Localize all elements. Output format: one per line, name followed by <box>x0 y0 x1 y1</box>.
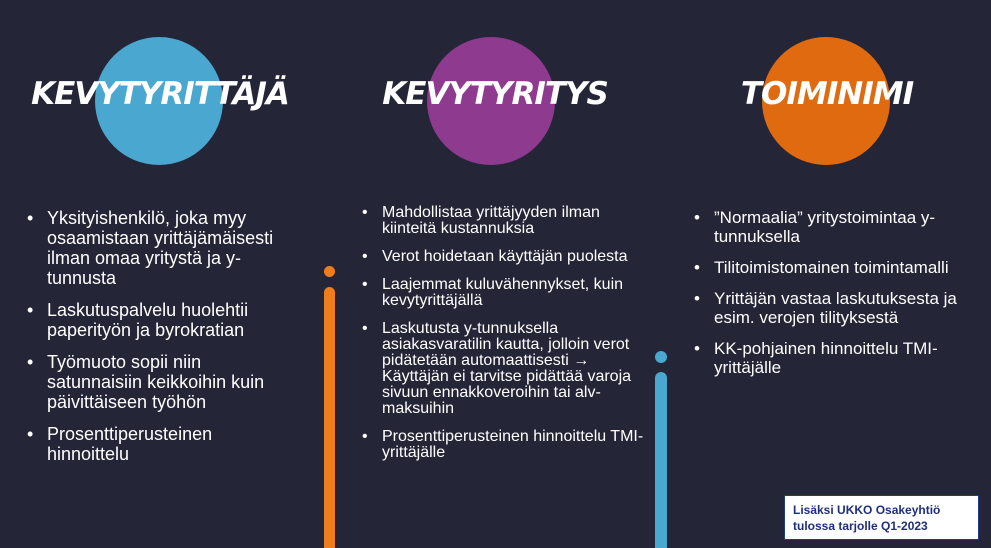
note-line-1: Lisäksi UKKO Osakeyhtiö <box>793 503 941 517</box>
list-item: • Prosenttiperusteinen hinnoittelu <box>25 424 290 464</box>
list-item: • Yrittäjän vastaa laskutuksesta ja esim. verojen tilityksestä <box>692 289 972 327</box>
list-item: • KK-pohjainen hinnoittelu TMI-yrittäjälle <box>692 339 972 377</box>
blue-divider-bar <box>655 372 667 548</box>
ukko-osakeyhtio-note <box>784 495 979 540</box>
kevytyrittaja-title: KEVYTYRITTÄJÄ <box>31 76 289 112</box>
note-line-2: tulossa tarjolle Q1-2023 <box>793 519 928 533</box>
list-item: • ”Normaalia” yritystoimintaa y-tunnuksella <box>692 208 972 246</box>
orange-divider-bar <box>324 287 335 548</box>
blue-divider-dot <box>655 351 667 363</box>
toiminimi-bullet-list <box>692 208 972 389</box>
orange-divider-dot <box>324 266 335 277</box>
toiminimi-title: TOIMINIMI <box>740 76 914 112</box>
kevytyritys-title: KEVYTYRITYS <box>382 76 608 112</box>
list-item: • Laskutusta y-tunnuksella asiakasvaratilin kautta, jolloin verot pidätetään automaattisesti → Käyttäjän ei tarvitse pidättää varoja sivuun ennakkoveroihin tai alv-maksuihin <box>360 321 645 417</box>
list-item: • Laskutuspalvelu huolehtii paperityön ja byrokratian <box>25 300 290 340</box>
list-item: • Laajemmat kuluvähennykset, kuin kevytyrittäjällä <box>360 277 645 309</box>
list-item: • Mahdollistaa yrittäjyyden ilman kiinteitä kustannuksia <box>360 205 645 237</box>
kevytyritys-bullet-list <box>360 205 645 473</box>
list-item: • Verot hoidetaan käyttäjän puolesta <box>360 249 645 265</box>
list-item: • Työmuoto sopii niin satunnaisiin keikkoihin kuin päivittäiseen työhön <box>25 352 290 412</box>
list-item: • Prosenttiperusteinen hinnoittelu TMI-yrittäjälle <box>360 429 645 461</box>
list-item: • Yksityishenkilö, joka myy osaamistaan yrittäjämäisesti ilman omaa yritystä ja y-tunnusta <box>25 208 290 288</box>
list-item: • Tilitoimistomainen toimintamalli <box>692 258 972 277</box>
kevytyrittaja-bullet-list <box>25 208 290 476</box>
